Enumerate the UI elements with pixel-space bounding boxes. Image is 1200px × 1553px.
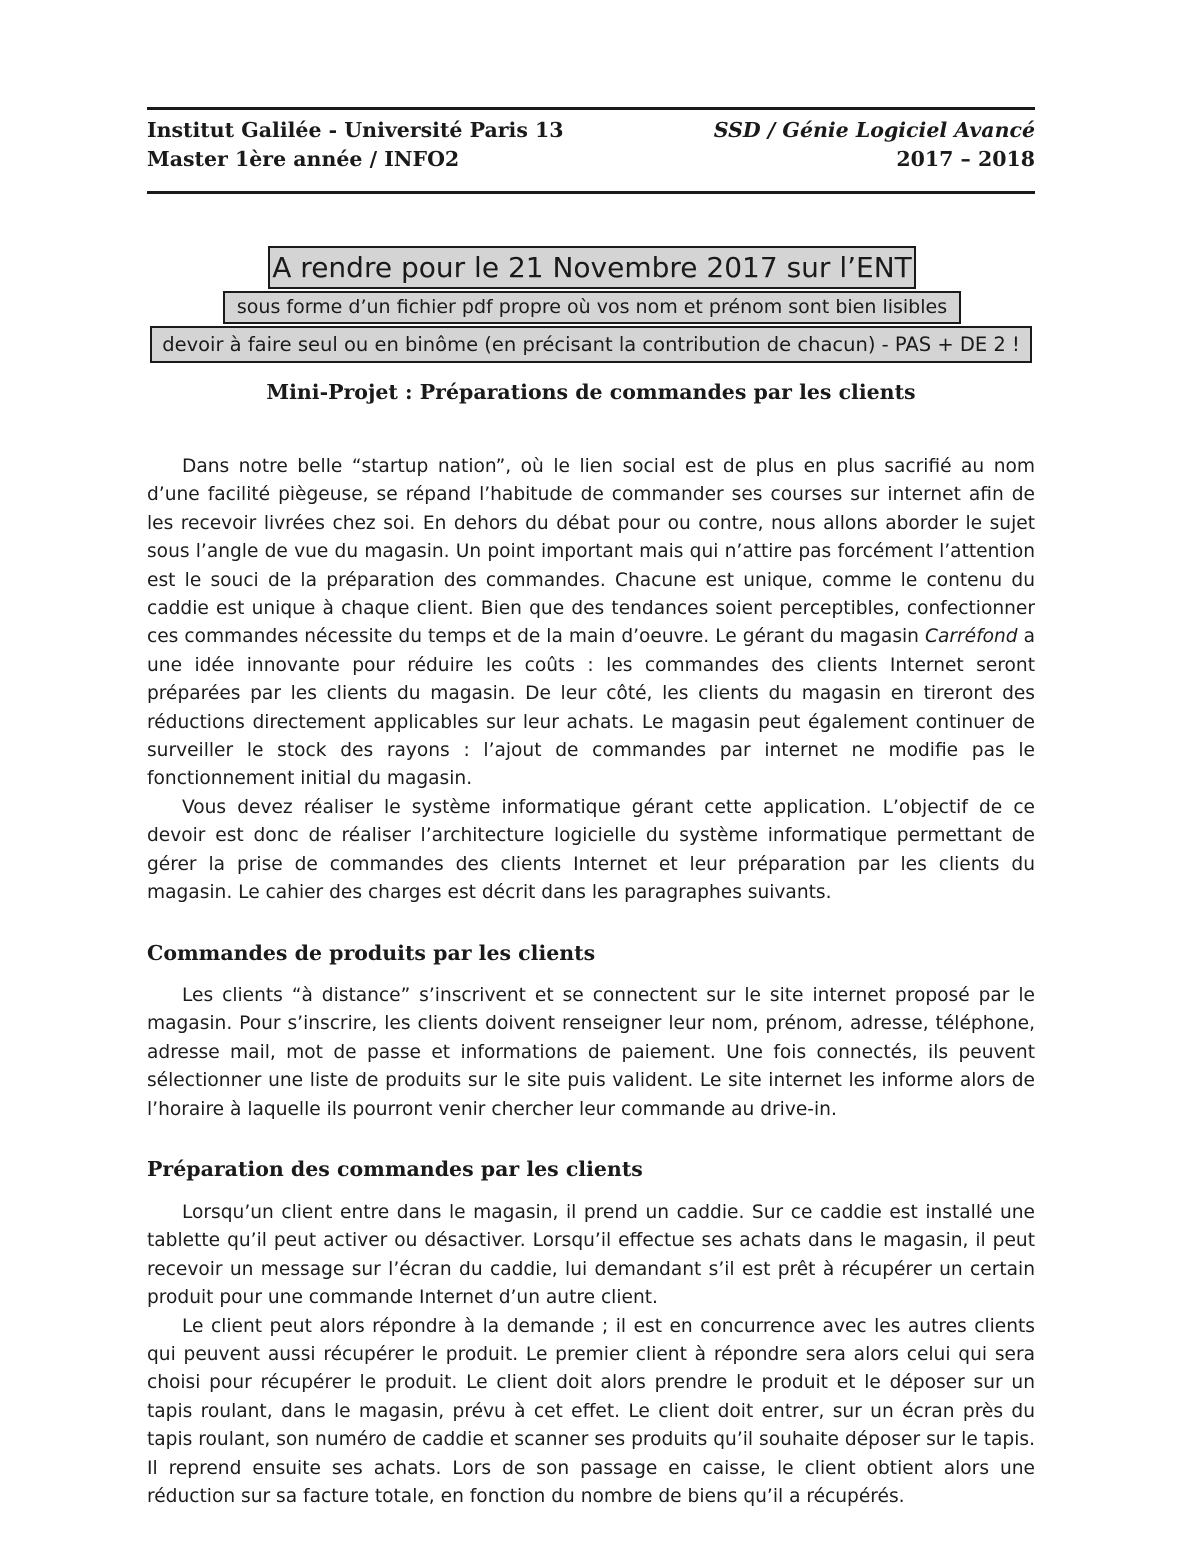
course-name: SSD / Génie Logiciel Avancé bbox=[713, 118, 1035, 142]
intro-section bbox=[147, 453, 1035, 908]
header-bottom-rule bbox=[147, 191, 1035, 194]
header-row-1 bbox=[147, 120, 1035, 141]
program-name: Master 1ère année / INFO2 bbox=[147, 147, 460, 171]
teamwork-box: devoir à faire seul ou en binôme (en précisant la contribution de chacun) - PAS + DE 2 ! bbox=[150, 326, 1032, 363]
intro-paragraph-2: Vous devez réaliser le système informatique gérant cette application. L’objectif de ce devoir est donc de réaliser l’architecture logicielle du système informatique permettant de gérer la prise de commandes des clients Internet et leur préparation par les clients du magasin. Le cahier des charges est décrit dans les paragraphes suivants. bbox=[147, 796, 1035, 904]
deadline-box: A rendre pour le 21 Novembre 2017 sur l’ENT bbox=[268, 246, 916, 289]
section-orders-paragraph-1: Les clients “à distance” s’inscrivent et se connectent sur le site internet proposé par le magasin. Pour s’inscrire, les clients doivent renseigner leur nom, prénom, adresse, téléphone, adresse mail, mot de passe et informations de paiement. Une fois connectés, ils peuvent sélectionner une liste de produits sur le site puis valident. Le site internet les informe alors de l’horaire à laquelle ils pourront venir chercher leur commande au drive-in. bbox=[147, 985, 1035, 1120]
intro-paragraph-1 bbox=[147, 453, 1035, 794]
section-preparation-body bbox=[147, 1199, 1035, 1511]
header-row-2 bbox=[147, 149, 1035, 170]
section-preparation-paragraph-2: Le client peut alors répondre à la demande ; il est en concurrence avec les autres clients qui peuvent aussi récupérer le produit. Le premier client à répondre sera alors celui qui sera choisi pour récupérer le produit. Le client doit alors prendre le produit et le déposer sur un tapis roulant, dans le magasin, prévu à cet effet. Le client doit entrer, sur un écran près du tapis roulant, son numéro de caddie et scanner ses produits qu’il souhaite déposer sur le tapis. Il reprend ensuite ses achats. Lors de son passage en caisse, le client obtient alors une réduction sur sa facture totale, en fonction du nombre de biens qu’il a récupérés. bbox=[147, 1315, 1035, 1508]
section-orders-body bbox=[147, 982, 1035, 1124]
section-heading-preparation: Préparation des commandes par les clients bbox=[147, 1157, 643, 1181]
section-preparation-paragraph-1: Lorsqu’un client entre dans le magasin, il prend un caddie. Sur ce caddie est installé une tablette qu’il peut activer ou désactiver. Lorsqu’il effectue ses achats dans le magasin, il peut recevoir un message sur l’écran du caddie, lui demandant s’il est prêt à récupérer un certain produit pour une commande Internet d’un autre client. bbox=[147, 1202, 1035, 1309]
academic-year: 2017 – 2018 bbox=[896, 147, 1035, 171]
institution-name: Institut Galilée - Université Paris 13 bbox=[147, 118, 564, 142]
store-name: Carréfond bbox=[924, 626, 1018, 648]
format-box: sous forme d’un fichier pdf propre où vos nom et prénom sont bien lisibles bbox=[223, 291, 961, 324]
section-heading-orders: Commandes de produits par les clients bbox=[147, 941, 596, 965]
intro-paragraph-1-part-1: Dans notre belle “startup nation”, où le lien social est de plus en plus sacrifié au nom d’une facilité piègeuse, se répand l’habitude de commander ses courses sur internet afin de les recevoir livrées chez soi. En dehors du débat pour ou contre, nous allons aborder le sujet sous l’angle de vue du magasin. Un point important mais qui n’attire pas forcément l’attention est le souci de la préparation des commandes. Chacune est unique, comme le contenu du caddie est unique à chaque client. Bien que des tendances soient perceptibles, confectionner ces commandes nécessite du temps et de la main d’oeuvre. Le gérant du magasin bbox=[147, 456, 1035, 648]
intro-paragraph-1-part-2: a une idée innovante pour réduire les coûts : les commandes des clients Internet seront préparées par les clients du magasin. De leur côté, les clients du magasin en tireront des réductions directement applicables sur leur achats. Le magasin peut également continuer de surveiller le stock des rayons : l’ajout de commandes par internet ne modifie pas le fonctionnement initial du magasin. bbox=[147, 626, 1035, 790]
header-top-rule bbox=[147, 107, 1035, 110]
document-title: Mini-Projet : Préparations de commandes par les clients bbox=[266, 380, 916, 404]
